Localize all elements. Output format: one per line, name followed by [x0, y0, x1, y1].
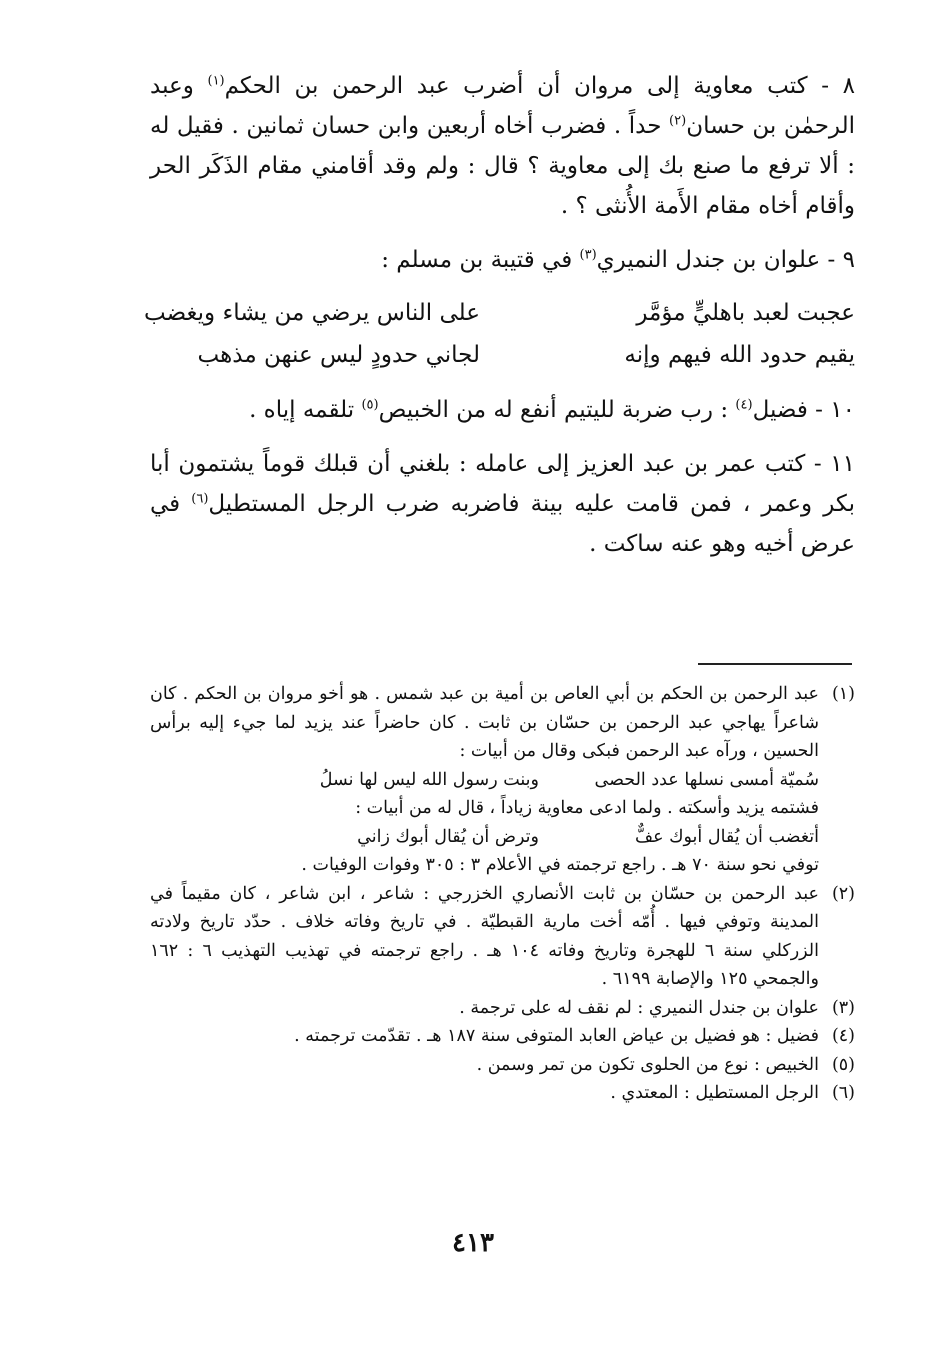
footnote-label: (٣): [831, 997, 855, 1018]
verse-second-hemistich: وبنت رسول الله ليس لها نسلُ: [319, 769, 539, 790]
footnote-label: (١): [831, 684, 855, 704]
footnote-label: (٤): [831, 1026, 855, 1046]
footnote-3: (٣) علوان بن جندل النميري : لم نقف له على ترجمة .: [150, 994, 855, 1023]
verse-first-hemistich: يقيم حدود الله فيهم وإنه: [624, 342, 855, 368]
footnote-ref[interactable]: (٥): [361, 397, 379, 413]
paragraph-number: ١٠: [830, 397, 855, 423]
footnote-label: (٢): [831, 883, 855, 904]
paragraph-number: ٩: [842, 247, 855, 273]
footnote-ref[interactable]: (٣): [579, 247, 597, 263]
footnote-1: (١) عبد الرحمن بن الحكم بن أبي العاص بن أمية بن عبد شمس . هو أخو مروان بن الحكم . كان شاعراً يهاجي عبد الرحمن بن حسّان بن ثابت . كان حاضراً عند يزيد لما جيء إليه برأس الحسين ، ورآه عبد الرحمن فبكى وقال من أبيات : سُميّة أمسى نسلها عدد الحصى وبنت رسول الله ليس لها نسلُ فشتمه يزيد وأسكته . ولما ادعى معاوية زياداً ، قال له من أبيات : أتغضب أن يُقال أبوك عفٌّ وترض أن يُقال أبوك زاني توفي نحو سنة ٧٠ هـ . راجع ترجمته في الأعلام ٣ : ٣٠٥ وفوات الوفيات .: [150, 680, 855, 880]
footnote-divider: [698, 663, 852, 665]
main-text: [144, 66, 856, 564]
footnote-ref[interactable]: (٦): [191, 491, 209, 507]
paragraph-9: ٩ - علوان بن جندل النميري$^{(٣)}$ في قتيبة بن مسلم :: [381, 247, 855, 273]
footnote-verse: [150, 766, 819, 795]
footnote-label: (٥): [831, 1054, 855, 1075]
verse-second-hemistich: على الناس يرضي من يشاء ويغضب: [144, 300, 480, 326]
paragraph-number: ١١: [830, 451, 855, 477]
page-number: ٤١٣: [452, 1228, 494, 1258]
paragraph-8: ٨ - كتب معاوية إلى مروان أن أضرب عبد الرحمن بن الحكم$^{(١)}$ وعبد الرحمٰن بن حسان$^{(٢)}$ حداً . فضرب أخاه أربعين وابن حسان ثمانين . فقيل له : ألا ترفع ما صنع بك إلى معاوية ؟ قال : ولم وقد أقامني مقام الذَكَر الحر وأقام أخاه مقام الأَمة الأُنثى ؟ .: [150, 73, 856, 219]
footnote-ref[interactable]: (١): [207, 73, 225, 89]
footnote-5: (٥) الخبيص : نوع من الحلوى تكون من تمر وسمن .: [150, 1051, 855, 1080]
paragraph-10: ١٠ - فضيل$^{(٤)}$ : رب ضربة لليتيم أنفع له من الخبيص$^{(٥)}$ تلقمه إياه .: [249, 397, 855, 423]
verse-second-hemistich: لجاني حدودٍ ليس عنهن مذهب: [197, 342, 480, 368]
footnote-6: (٦) الرجل المستطيل : المعتدي .: [150, 1079, 855, 1108]
poem-verse: [150, 334, 855, 376]
footnote-ref[interactable]: (٤): [735, 397, 753, 413]
paragraph-number: ٨: [842, 73, 855, 99]
footnote-label: (٦): [831, 1083, 855, 1103]
footnote-2: (٢) عبد الرحمن بن حسّان بن ثابت الأنصاري الخزرجي : شاعر ، ابن شاعر ، كان مقيماً في المدينة وتوفي فيها . أُمّه أخت مارية القبطيّة . في تاريخ وفاته خلاف . حدّد تاريخ ولادته الزركلي سنة ٦ للهجرة وتاريخ وفاته ١٠٤ هـ . راجع ترجمته في تهذيب التهذيب ٦ : ١٦٢ والجمحي ١٢٥ والإصابة ٦١٩٩ .: [150, 880, 855, 994]
footnote-verse: [150, 823, 819, 852]
verse-first-hemistich: أتغضب أن يُقال أبوك عفٌّ: [634, 826, 819, 847]
paragraph-11: ١١ - كتب عمر بن عبد العزيز إلى عامله : بلغني أن قبلك قوماً يشتمون أبا بكر وعمر ، فمن قامت عليه بينة فاضربه ضرب الرجل المستطيل$^{(٦)}$ في عرض أخيه وهو عنه ساكت .: [150, 451, 855, 557]
footnote-ref[interactable]: (٢): [669, 113, 687, 129]
footnotes: [150, 680, 855, 1108]
verse-first-hemistich: سُميّة أمسى نسلها عدد الحصى: [594, 769, 819, 790]
footnote-4: (٤) فضيل : هو فضيل بن عياض العابد المتوفى سنة ١٨٧ هـ . تقدّمت ترجمته .: [150, 1022, 855, 1051]
poem: [144, 292, 855, 376]
verse-first-hemistich: عجبت لعبد باهليٍّ مؤمَّر: [636, 300, 855, 326]
poem-verse: [144, 292, 855, 334]
verse-second-hemistich: وترض أن يُقال أبوك زاني: [357, 826, 539, 847]
